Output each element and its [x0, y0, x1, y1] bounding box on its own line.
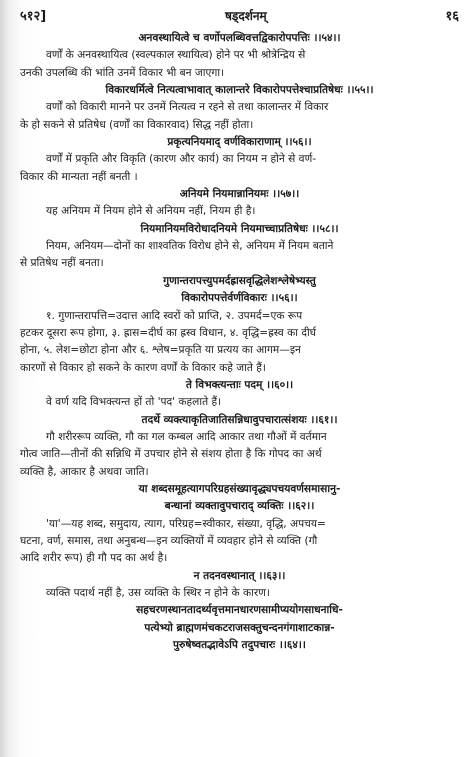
- page-header: [20, 6, 459, 24]
- text-line: उनकी उपलब्धि की भांति उनमें विकार भी बन जाएगा।: [20, 66, 225, 79]
- sutra-line: गुणान्तरापत्त्युपमर्दह्रासवृद्धिलेशश्लेषेभ्यस्तु: [163, 274, 316, 287]
- sutra-line: विकारधर्मित्वे नित्यत्वाभावात् कालान्तरे विकारोपपत्तेश्चाप्रतिषेधः ।।५५।।: [105, 84, 374, 97]
- page-number-left: ५१२]: [20, 9, 47, 24]
- text-line: नियम, अनियम—दोनों का शाश्वतिक विरोध होने से, अनियम में नियम बताने: [46, 240, 334, 253]
- text-line: यह अनियम में नियम होने से अनियम नहीं, नियम ही है।: [46, 205, 256, 218]
- sutra-line: प्रकृत्यनियमाद् वर्णविकाराणाम् ।।५६।।: [167, 136, 312, 149]
- sutra-line: बन्धानां व्यक्तावुपचाराद् व्यक्तिः ।।६२।।: [164, 500, 315, 513]
- text-line: व्यक्ति पदार्थ नहीं है, उस व्यक्ति के स्थिर न होने के कारण।: [46, 587, 270, 599]
- page-number-right: १६: [445, 9, 459, 24]
- text-line: होना, ५. लेश=छोटा होना और ६. श्लेष=प्रकृति या प्रत्यय का आगम—इन: [20, 344, 301, 357]
- text-line: हटकर दूसरा रूप होगा, ३. ह्रास=दीर्घ का ह्रस्व विधान, ४. वृद्धि=ह्रस्व का दीर्घ: [20, 326, 316, 339]
- text-line: गोत्व जाति—तीनों की सन्निधि में उपचार होने से संशय होता है कि गोपद का अर्थ: [20, 448, 322, 461]
- running-title: षड्दर्शनम्: [224, 9, 267, 23]
- text-line: आदि शरीर रूप) ही गौ पद का अर्थ है।: [20, 552, 168, 565]
- text-line: गौ शरीररूप व्यक्ति, गौ का गल कम्बल आदि आकार तथा गौओं में वर्तमान: [46, 430, 327, 443]
- sutra-line: अनवस्थायित्वे च वर्णोपलब्धिवत्तद्विकारोपपत्तिः ।।५४।।: [138, 32, 341, 44]
- sutra-line: अनियमे नियमान्नानियमः ।।५७।।: [179, 188, 300, 201]
- sutra-line: ते विभक्त्यन्ताः पदम् ।।६०।।: [185, 378, 294, 391]
- text-line: वर्णों के अनवस्थायित्व (स्वल्पकाल स्थायित्व) होने पर भी श्रोत्रेन्द्रिय से: [46, 49, 306, 62]
- text-line: वर्णों में प्रकृति और विकृति (कारण और कार्य) का नियम न होने से वर्ण-: [46, 153, 317, 166]
- text-line: 'या'—यह शब्द, समुदाय, त्याग, परिग्रह=स्वीकार, संख्या, वृद्धि, अपचय=: [46, 517, 326, 530]
- sutra-line: विकारोपपत्तेर्वर्णविकारः ।।५६।।: [181, 292, 298, 305]
- sutra-line: या शब्दसमूहत्यागपरिग्रहसंख्यावृद्ध्यपचयवर्णसमासानु-: [138, 482, 341, 495]
- body-text: [20, 30, 459, 654]
- text-line: व्यक्ति है, आकार है अथवा जाति।: [20, 465, 149, 478]
- sutra-line: सहचरणस्थानतादर्थ्यवृत्तमानधारणसामीप्ययोगसाधनाधि-: [136, 604, 343, 617]
- text-line: वे वर्ण यदि विभक्त्यन्त हों तो 'पद' कहलाते हैं।: [46, 396, 222, 409]
- sutra-line: तदर्थे व्यक्त्याकृतिजातिसन्निधावुपचारात्संशयः ।।६१।।: [141, 413, 338, 426]
- text-line: वर्णों को विकारी मानने पर उनमें नित्यत्व न रहने से तथा कालान्तर में विकार: [46, 101, 329, 114]
- text-line: घटना, वर्ण, समास, तथा अनुबन्ध—इन व्यक्तियों में व्यवहार होने से व्यक्ति (गौ: [20, 534, 318, 547]
- text-line: विकार की मान्यता नहीं बनती ।: [20, 170, 138, 183]
- text-line: कारणों से विकार हो सकने के कारण वर्णों के विकार कहे जाते हैं।: [20, 361, 266, 374]
- sutra-line: पत्येभ्यो ब्राह्मणमंचकटराजसक्तुचन्दनगंगाशाटकान्न-: [144, 621, 335, 634]
- sutra-line: पुरुषेष्वतद्भावेऽपि तदुपचारः ।।६४।।: [173, 639, 306, 652]
- text-line: के हो सकने से प्रतिषेध (वर्णों का विकारवाद) सिद्ध नहीं होता।: [20, 118, 254, 131]
- sutra-line: न तदनवस्थानात् ।।६३।।: [193, 569, 286, 582]
- text-line: से प्रतिषेध नहीं बनता।: [20, 257, 104, 270]
- text-line: १. गुणान्तरापत्ति=उदात्त आदि स्वरों को प्राप्ति, २. उपमर्द=एक रूप: [46, 309, 303, 322]
- sutra-line: नियमानियमविरोधादनियमे नियमाच्चाप्रतिषेधः ।।५८।।: [140, 222, 339, 235]
